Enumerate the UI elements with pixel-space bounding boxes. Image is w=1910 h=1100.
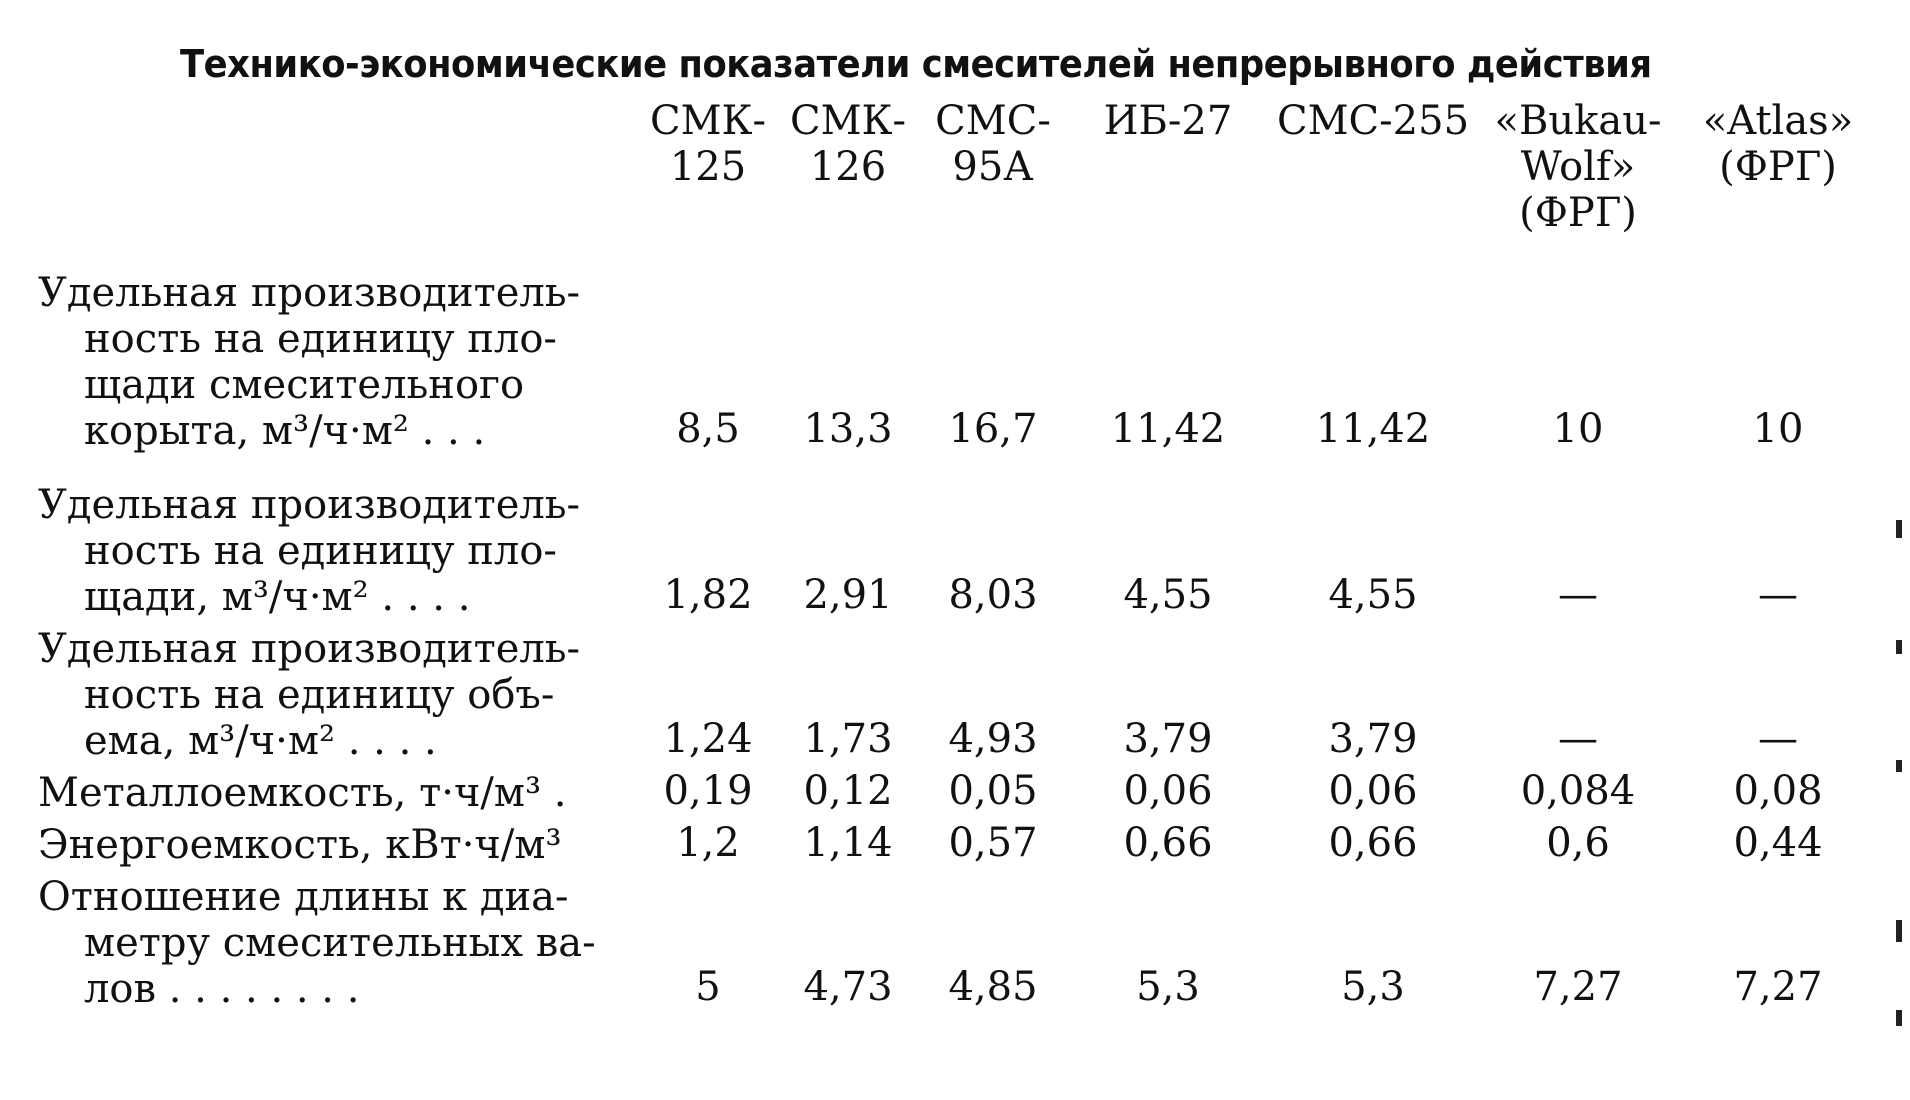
column-header-sms-95a [918,98,1068,264]
row-label [38,764,638,816]
table-cell: — [1558,716,1598,762]
table-cell: 4,55 [1123,572,1213,618]
table-cell: 4,73 [803,964,893,1010]
row-label-line: ема, м³/ч·м² . . . . [84,718,437,764]
table-cell: 4,93 [948,716,1038,762]
row-label [38,816,638,868]
table-cell: 0,66 [1328,820,1418,866]
table-cell: 1,2 [676,820,740,866]
table-cell: 1,24 [663,716,753,762]
column-header-line: ИБ-27 [1103,98,1233,144]
row-label-line: ность на единицу пло- [84,528,557,574]
header-label-cell [38,98,638,264]
column-header-line: 95А [952,144,1034,190]
column-header-atlas [1678,98,1878,264]
table-cell: 1,82 [663,572,753,618]
row-label-line: корыта, м³/ч·м² . . . [84,408,486,454]
row-label-line: Металлоемкость, т·ч/м³ . [38,770,567,816]
column-header-ib-27 [1068,98,1268,264]
table-row [38,264,1878,454]
row-label-line: Энергоемкость, кВт·ч/м³ [38,822,562,868]
column-header-line: «Atlas» [1702,98,1854,144]
table-cell: 7,27 [1533,964,1623,1010]
scan-artifact [1896,920,1902,942]
table-row [38,454,1878,620]
table-cell: 11,42 [1110,406,1226,452]
table-row [38,764,1878,816]
table-cell: 2,91 [803,572,893,618]
column-header-line: СМК- [649,98,767,144]
table-cell: 8,03 [948,572,1038,618]
row-label-line: щади, м³/ч·м² . . . . [84,574,471,620]
column-header-line: СМС-255 [1276,98,1470,144]
table-cell: 16,7 [948,406,1038,452]
column-header-line: «Bukau- [1494,98,1662,144]
row-label-line: Удельная производитель- [38,626,581,672]
row-label-line: ность на единицу объ- [84,672,555,718]
column-header-bukau-wolf [1478,98,1678,264]
table-cell: 0,19 [663,768,753,814]
table-row [38,816,1878,868]
table-cell: 0,08 [1733,768,1823,814]
row-label [38,868,638,1012]
row-label [38,264,638,454]
column-header-line: 126 [809,144,887,190]
column-header-smk-125 [638,98,778,264]
table-cell: 0,084 [1520,768,1636,814]
table-cell: 8,5 [676,406,740,452]
table-title: Технико-экономические показатели смесителей непрерывного действия [180,42,1652,86]
table-cell: 13,3 [803,406,893,452]
column-header-smk-126 [778,98,918,264]
table-cell: 4,55 [1328,572,1418,618]
scan-artifact [1896,760,1902,772]
table-cell: 5,3 [1136,964,1200,1010]
table-cell: 1,73 [803,716,893,762]
table-cell: 4,85 [948,964,1038,1010]
table-cell: 0,57 [948,820,1038,866]
table-cell: 7,27 [1733,964,1823,1010]
table-cell: 0,06 [1328,768,1418,814]
table-cell: 3,79 [1328,716,1418,762]
row-label-line: метру смесительных ва- [84,920,596,966]
table-cell: 5,3 [1341,964,1405,1010]
table-cell: 0,06 [1123,768,1213,814]
table-row [38,868,1878,1012]
column-header-line: 125 [669,144,747,190]
scan-artifact [1896,520,1902,538]
table-cell: 0,44 [1733,820,1823,866]
table-cell: 5 [695,964,721,1010]
scan-artifact [1896,640,1902,654]
table-cell: 0,6 [1546,820,1610,866]
table-cell: 1,14 [803,820,893,866]
row-label-line: Отношение длины к диа- [38,874,569,920]
row-label [38,454,638,620]
table-cell: — [1758,716,1798,762]
row-label-line: Удельная производитель- [38,482,581,528]
column-header-sms-255 [1268,98,1478,264]
table-cell: 0,05 [948,768,1038,814]
column-header-line: СМК- [789,98,907,144]
table-cell: 3,79 [1123,716,1213,762]
table-cell: 10 [1552,406,1604,452]
table-cell: 0,12 [803,768,893,814]
row-label-line: Удельная производитель- [38,270,581,316]
table-cell: — [1758,572,1798,618]
table-row [38,620,1878,764]
scan-artifact [1896,1010,1902,1026]
table-cell: 10 [1752,406,1804,452]
row-label [38,620,638,764]
column-header-line: СМС- [935,98,1051,144]
column-header-line: (ФРГ) [1719,144,1837,190]
table-cell: 0,66 [1123,820,1213,866]
table-cell: — [1558,572,1598,618]
row-label-line: щади смесительного [84,362,525,408]
row-label-line: лов . . . . . . . . [84,966,360,1012]
column-header-line: Wolf» [1520,144,1636,190]
table-cell: 11,42 [1315,406,1431,452]
column-header-line: (ФРГ) [1519,190,1637,236]
row-label-line: ность на единицу пло- [84,316,557,362]
header-row [38,98,1878,264]
specs-table [38,98,1878,1012]
